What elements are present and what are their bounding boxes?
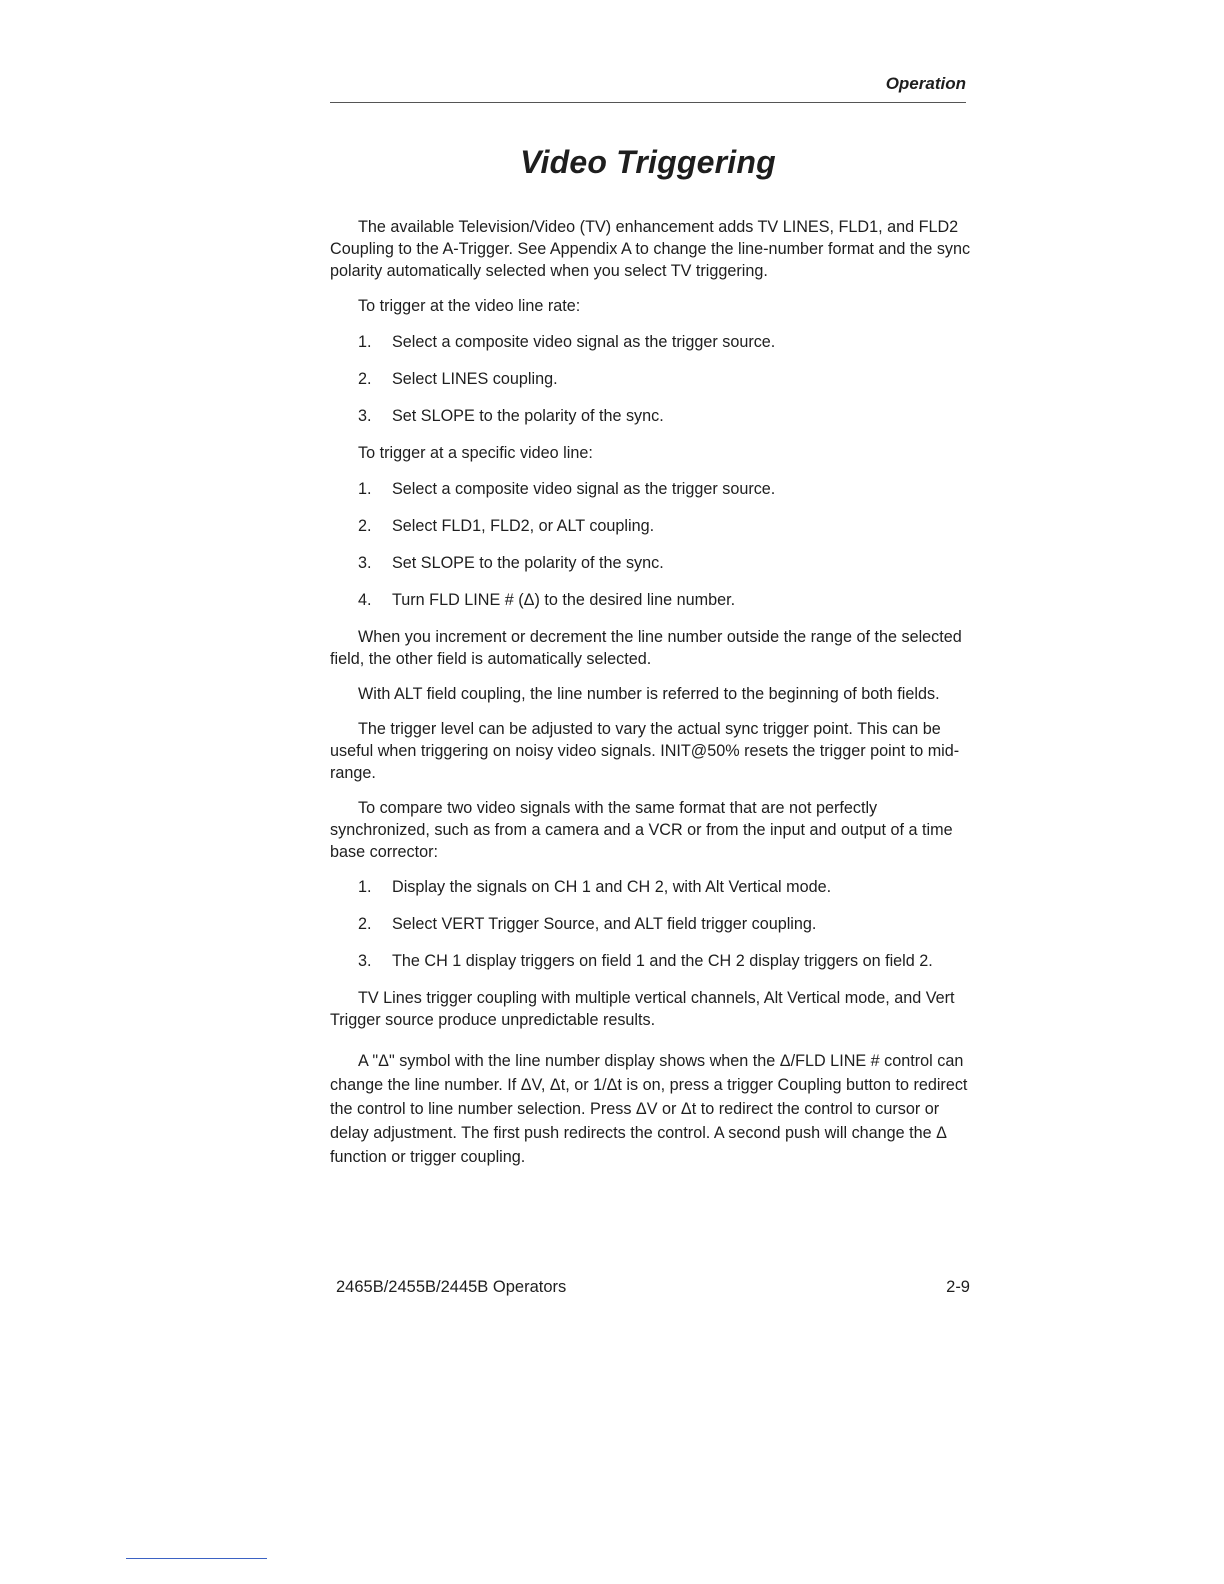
line-rate-steps bbox=[330, 331, 978, 427]
step-number: 3. bbox=[358, 407, 372, 425]
step-text: Set SLOPE to the polarity of the sync. bbox=[392, 554, 664, 572]
step-text: Select LINES coupling. bbox=[392, 370, 558, 388]
list-item bbox=[358, 876, 978, 898]
page-title: Video Triggering bbox=[520, 144, 776, 180]
step-number: 1. bbox=[358, 480, 372, 498]
specific-line-lead: To trigger at a specific video line: bbox=[358, 444, 593, 462]
list-item bbox=[358, 405, 978, 427]
alt-coupling-paragraph: With ALT field coupling, the line number is referred to the beginning of both fields. bbox=[358, 685, 940, 703]
step-number: 2. bbox=[358, 370, 372, 388]
compare-lead: To compare two video signals with the same format that are not perfectly synchronized, such as from a camera and a VCR or from the input and output of a time base corrector: bbox=[330, 799, 953, 861]
step-number: 4. bbox=[358, 591, 372, 609]
step-text: Select FLD1, FLD2, or ALT coupling. bbox=[392, 517, 655, 535]
body-text bbox=[330, 216, 978, 1182]
delta-symbol-paragraph: A "Δ" symbol with the line number display shows when the Δ/FLD LINE # control can change the line number. If ΔV, Δt, or 1/Δt is on, press a trigger Coupling button to redirect the control to line number selection. Press ΔV or Δt to redirect the control to cursor or delay adjustment. The first push redirects the control. A second push will change the Δ function or trigger coupling. bbox=[330, 1052, 968, 1166]
step-number: 2. bbox=[358, 915, 372, 933]
list-item bbox=[358, 368, 978, 390]
section-name: Operation bbox=[885, 74, 966, 93]
page-number: 2-9 bbox=[946, 1278, 970, 1296]
list-item bbox=[358, 552, 978, 574]
step-text: Select a composite video signal as the trigger source. bbox=[392, 333, 776, 351]
manual-title: 2465B/2455B/2445B Operators bbox=[336, 1278, 567, 1296]
list-item bbox=[358, 515, 978, 537]
running-header bbox=[330, 74, 966, 103]
intro-paragraph: The available Television/Video (TV) enhancement adds TV LINES, FLD1, and FLD2 Coupling to the A-Trigger. See Appendix A to change the line-number format and the sync polarity automatically selected when you select TV triggering. bbox=[330, 218, 971, 280]
line-rate-lead: To trigger at the video line rate: bbox=[358, 297, 581, 315]
step-text: Set SLOPE to the polarity of the sync. bbox=[392, 407, 664, 425]
increment-paragraph: When you increment or decrement the line number outside the range of the selected field, the other field is automatically selected. bbox=[330, 628, 962, 668]
step-text: Select a composite video signal as the trigger source. bbox=[392, 480, 776, 498]
compare-steps bbox=[330, 876, 978, 972]
tv-lines-paragraph: TV Lines trigger coupling with multiple vertical channels, Alt Vertical mode, and Vert Trigger source produce unpredictable results. bbox=[330, 989, 955, 1029]
step-text: Turn FLD LINE # (Δ) to the desired line number. bbox=[392, 591, 736, 609]
step-number: 2. bbox=[358, 517, 372, 535]
scan-artifact-line bbox=[126, 1558, 267, 1559]
step-text: Display the signals on CH 1 and CH 2, with Alt Vertical mode. bbox=[392, 878, 832, 896]
list-item bbox=[358, 950, 978, 972]
step-number: 1. bbox=[358, 878, 372, 896]
list-item bbox=[358, 331, 978, 353]
step-text: Select VERT Trigger Source, and ALT field trigger coupling. bbox=[392, 915, 817, 933]
list-item bbox=[358, 478, 978, 500]
step-number: 3. bbox=[358, 554, 372, 572]
step-number: 1. bbox=[358, 333, 372, 351]
list-item bbox=[358, 589, 978, 611]
trigger-level-paragraph: The trigger level can be adjusted to vary the actual sync trigger point. This can be useful when triggering on noisy video signals. INIT@50% resets the trigger point to mid-range. bbox=[330, 720, 960, 782]
step-text: The CH 1 display triggers on field 1 and the CH 2 display triggers on field 2. bbox=[392, 952, 933, 970]
specific-line-steps bbox=[330, 478, 978, 611]
list-item bbox=[358, 913, 978, 935]
step-number: 3. bbox=[358, 952, 372, 970]
